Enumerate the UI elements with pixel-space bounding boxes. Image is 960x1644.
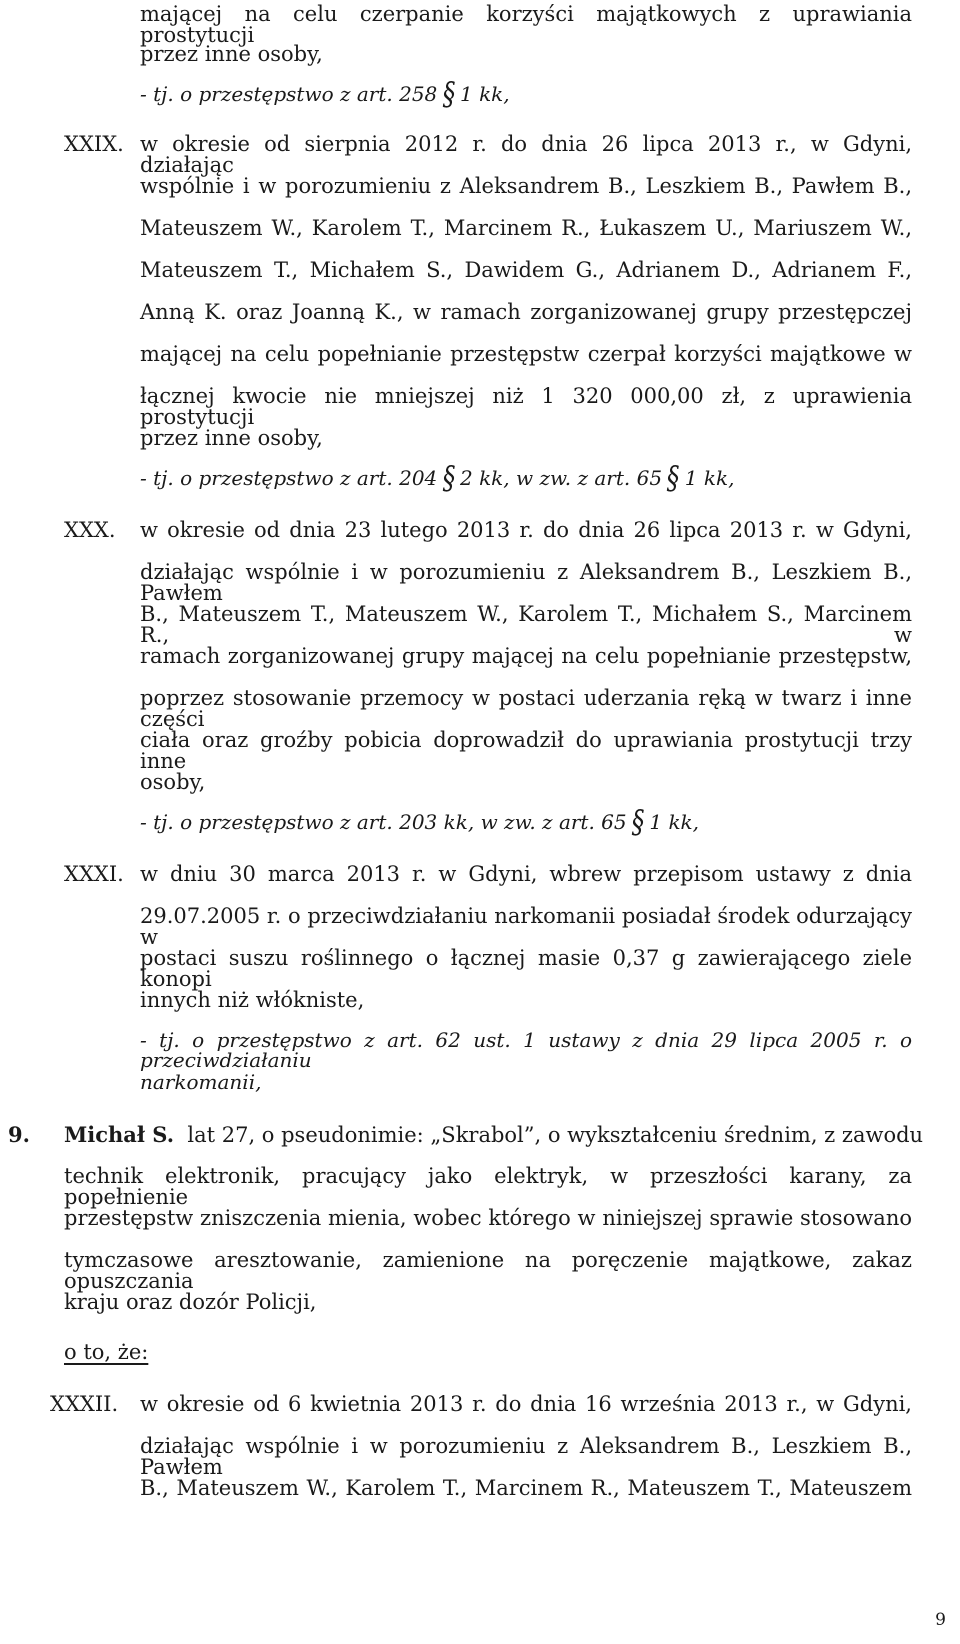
person-name: Michał S. bbox=[64, 1122, 175, 1147]
charge-number: XXXII. bbox=[50, 1392, 119, 1416]
legal-qualification: narkomanii, bbox=[140, 1070, 262, 1094]
text-line: przez inne osoby, bbox=[140, 426, 323, 450]
legal-qualification: - tj. o przestępstwo z art. 204 § 2 kk, w zw. z art. 65 § 1 kk, bbox=[140, 458, 735, 498]
person-number: 9. bbox=[8, 1122, 30, 1147]
text-line: osoby, bbox=[140, 770, 206, 794]
text-line: w okresie od dnia 23 lutego 2013 r. do dnia 26 lipca 2013 r. w Gdyni, bbox=[140, 518, 912, 542]
charge-number: XXXI. bbox=[64, 862, 124, 886]
text-line: działając wspólnie i w porozumieniu z Aleksandrem B., Leszkiem B., Pawłem bbox=[140, 1434, 912, 1479]
text-line: w okresie od sierpnia 2012 r. do dnia 26 lipca 2013 r., w Gdyni, działając bbox=[140, 132, 912, 177]
legal-qualification: - tj. o przestępstwo z art. 203 kk, w zw. z art. 65 § 1 kk, bbox=[140, 802, 700, 842]
legal-qualification: - tj. o przestępstwo z art. 62 ust. 1 ustawy z dnia 29 lipca 2005 r. o przeciwdziałaniu bbox=[140, 1028, 912, 1072]
text-line: postaci suszu roślinnego o łącznej masie 0,37 g zawierającego ziele konopi bbox=[140, 946, 912, 991]
text-line: poprzez stosowanie przemocy w postaci uderzania ręką w twarz i inne części bbox=[140, 686, 912, 731]
text-line: innych niż włókniste, bbox=[140, 988, 365, 1012]
section-sign: § bbox=[442, 74, 455, 114]
charge-number: XXIX. bbox=[64, 132, 124, 156]
text-line: Mateuszem W., Karolem T., Marcinem R., Łukaszem U., Mariuszem W., bbox=[140, 216, 912, 240]
text-line: ramach zorganizowanej grupy mającej na celu popełnianie przestępstw, bbox=[140, 644, 912, 668]
text-line: przestępstw zniszczenia mienia, wobec którego w niniejszej sprawie stosowano bbox=[64, 1206, 912, 1230]
text-line: B., Mateuszem W., Karolem T., Marcinem R., Mateuszem T., Mateuszem bbox=[140, 1476, 912, 1500]
text-line: 29.07.2005 r. o przeciwdziałaniu narkomanii posiadał środek odurzający w bbox=[140, 904, 912, 949]
text-line: Anną K. oraz Joanną K., w ramach zorganizowanej grupy przestępczej bbox=[140, 300, 912, 324]
section-heading: o to, że: bbox=[64, 1340, 149, 1364]
charge-number: XXX. bbox=[64, 518, 116, 542]
section-sign: § bbox=[667, 458, 680, 498]
section-sign: § bbox=[442, 458, 455, 498]
text-line: w okresie od 6 kwietnia 2013 r. do dnia 16 września 2013 r., w Gdyni, bbox=[140, 1392, 912, 1416]
text-line: ciała oraz groźby pobicia doprowadził do uprawiania prostytucji trzy inne bbox=[140, 728, 912, 773]
text-line: technik elektronik, pracujący jako elektryk, w przeszłości karany, za popełnienie bbox=[64, 1164, 912, 1209]
text-line: działając wspólnie i w porozumieniu z Aleksandrem B., Leszkiem B., Pawłem bbox=[140, 560, 912, 605]
text-line: wspólnie i w porozumieniu z Aleksandrem B., Leszkiem B., Pawłem B., bbox=[140, 174, 912, 198]
text-line: w dniu 30 marca 2013 r. w Gdyni, wbrew przepisom ustawy z dnia bbox=[140, 862, 912, 886]
page-number: 9 bbox=[935, 1610, 946, 1630]
text-line: tymczasowe aresztowanie, zamienione na poręczenie majątkowe, zakaz opuszczania bbox=[64, 1248, 912, 1293]
text-line: łącznej kwocie nie mniejszej niż 1 320 000,00 zł, z uprawienia prostytucji bbox=[140, 384, 912, 429]
text-line: kraju oraz dozór Policji, bbox=[64, 1290, 317, 1314]
legal-qualification: - tj. o przestępstwo z art. 258 § 1 kk, bbox=[140, 74, 510, 114]
text-line: mającej na celu czerpanie korzyści majątkowych z uprawiania prostytucji bbox=[140, 2, 912, 47]
text-line: Michał S. lat 27, o pseudonimie: „Skrabol”, o wykształceniu średnim, z zawodu bbox=[64, 1122, 924, 1147]
text-line: B., Mateuszem T., Mateuszem W., Karolem T., Michałem S., Marcinem R., w bbox=[140, 602, 912, 647]
text-line: Mateuszem T., Michałem S., Dawidem G., Adrianem D., Adrianem F., bbox=[140, 258, 912, 282]
section-sign: § bbox=[631, 802, 645, 842]
text-line: mającej na celu popełnianie przestępstw czerpał korzyści majątkowe w bbox=[140, 342, 912, 366]
text-line: przez inne osoby, bbox=[140, 42, 323, 66]
